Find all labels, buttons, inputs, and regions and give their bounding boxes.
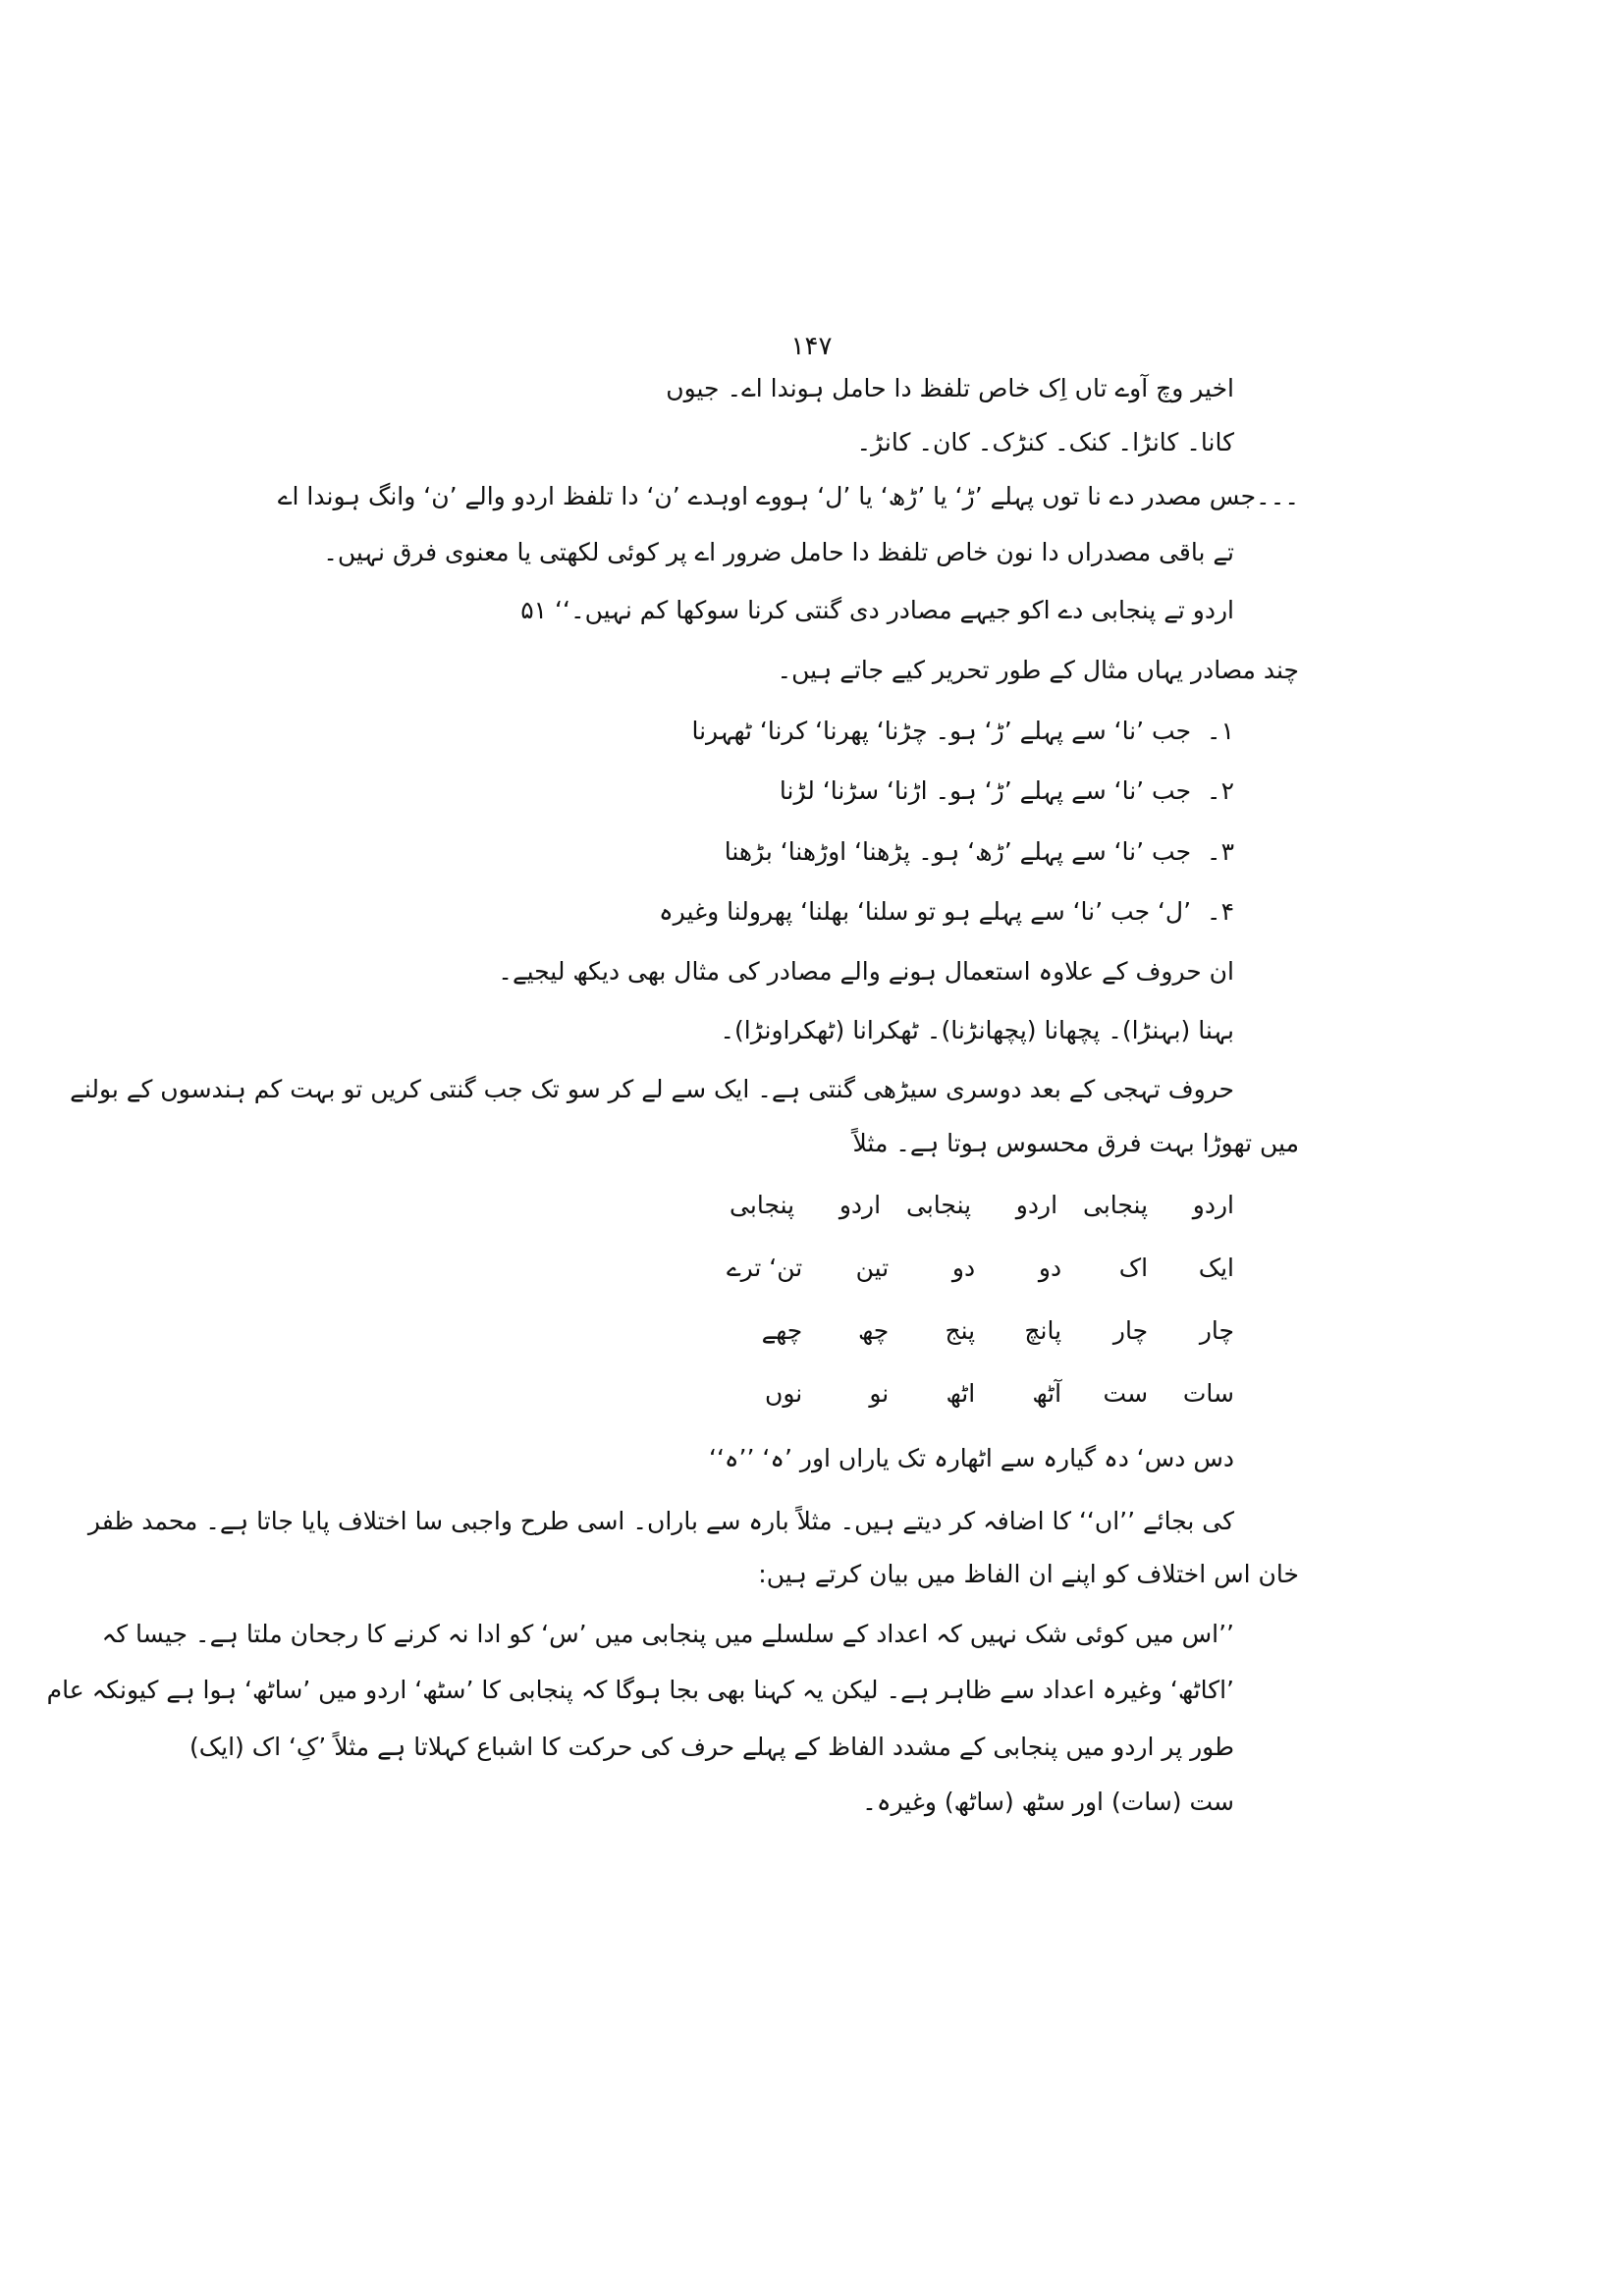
- table-cell: چار: [1112, 1316, 1149, 1345]
- table-cell: تین: [855, 1254, 890, 1282]
- quote-line: ست (سات) اور سٹھ (ساٹھ) وغیرہ۔: [862, 1788, 1234, 1816]
- table-cell: تن‘ ترے: [726, 1254, 803, 1282]
- text-line: ان حروف کے علاوہ استعمال ہونے والے مصادر کی مثال بھی دیکھ لیجیے۔: [498, 957, 1234, 986]
- text-line: خان اس اختلاف کو اپنے ان الفاظ میں بیان کرتے ہیں:: [758, 1560, 1299, 1588]
- numbers-table-row: [724, 1311, 1234, 1351]
- text-line: حروف تہجی کے بعد دوسری سیڑھی گنتی ہے۔ ایک سے لے کر سو تک جب گنتی کریں تو بہت کم ہندسوں کے بولنے: [70, 1075, 1234, 1103]
- page-number: ۱۴۷: [790, 332, 833, 361]
- list-number: ۱۔: [1206, 717, 1234, 745]
- table-header-cell: اردو: [1015, 1191, 1058, 1219]
- text-line: چند مصادر یہاں مثال کے طور تحریر کیے جاتے ہیں۔: [777, 656, 1299, 684]
- table-cell: دو: [1038, 1254, 1062, 1282]
- text-line: میں تھوڑا بہت فرق محسوس ہوتا ہے۔ مثلاً: [852, 1129, 1299, 1157]
- table-header-cell: اردو: [1192, 1191, 1234, 1219]
- text-line: کی بجائے ’’اں‘‘ کا اضافہ کر دیتے ہیں۔ مثلاً بارہ سے باراں۔ اسی طرح واجبی سا اختلاف پایا جاتا ہے۔ محمد ظفر: [87, 1507, 1234, 1535]
- table-cell: اٹھ: [946, 1379, 976, 1408]
- table-header-cell: پنجابی: [1082, 1191, 1149, 1219]
- list-text: جب ’نا‘ سے پہلے ’ڑھ‘ ہو۔ پڑھنا‘ اوڑھنا‘ بڑھنا: [724, 837, 1192, 866]
- table-cell: ایک: [1198, 1254, 1234, 1282]
- table-cell: پنج: [945, 1316, 976, 1345]
- list-text: جب ’نا‘ سے پہلے ’ڑ‘ ہو۔ چڑنا‘ پھرنا‘ کرنا‘ ٹھہرنا: [691, 717, 1192, 745]
- table-cell: پانچ: [1024, 1316, 1062, 1345]
- table-cell: نوں: [765, 1379, 803, 1408]
- text-line: بہنا (بہنڑا)۔ پچھانا (پچھانڑنا)۔ ٹھکرانا (ٹھکراونڑا)۔: [720, 1016, 1234, 1044]
- table-cell: چھے: [761, 1316, 803, 1345]
- table-header-cell: اردو: [839, 1191, 882, 1219]
- table-header-cell: پنجابی: [906, 1191, 972, 1219]
- numbers-table-header: [712, 1186, 1234, 1225]
- table-cell: آٹھ: [1032, 1379, 1062, 1408]
- list-text: جب ’نا‘ سے پہلے ’ڑ‘ ہو۔ اڑنا‘ سڑنا‘ لڑنا: [779, 776, 1192, 805]
- list-number: ۲۔: [1206, 776, 1234, 805]
- list-number: ۳۔: [1206, 837, 1234, 866]
- table-cell: نو: [869, 1379, 890, 1408]
- table-cell: چار: [1199, 1316, 1234, 1345]
- table-cell: چھ: [857, 1316, 890, 1345]
- quote-line: طور پر اردو میں پنجابی کے مشدد الفاظ کے پہلے حرف کی حرکت کا اشباع کہلاتا ہے مثلاً ’کِ‘ اک (ایک): [189, 1733, 1234, 1761]
- quote-line: ’’اس میں کوئی شک نہیں کہ اعداد کے سلسلے میں پنجابی میں ’س‘ کو ادا نہ کرنے کا رجحان ملتا ہے۔ جیسا کہ: [101, 1620, 1234, 1648]
- numbers-table-row: [709, 1249, 1234, 1288]
- list-item: [659, 892, 1234, 932]
- numbers-table-last-line: دس دس‘ دہ گیارہ سے اٹھارہ تک یاراں اور ’ہ‘ ’’ہ‘‘: [709, 1444, 1234, 1472]
- list-number: ۴۔: [1206, 897, 1234, 926]
- list-item: [691, 712, 1234, 751]
- table-header-cell: پنجابی: [730, 1191, 795, 1219]
- quote-line: ’اکاٹھ‘ وغیرہ اعداد سے ظاہر ہے۔ لیکن یہ کہنا بھی بجا ہوگا کہ پنجابی کا ’سٹھ‘ اردو میں ’ساٹھ‘ ہوا ہے کیونکہ عام: [46, 1676, 1234, 1704]
- table-cell: دو: [951, 1254, 976, 1282]
- table-cell: ست: [1103, 1379, 1149, 1408]
- text-line: ۔۔۔جس مصدر دے نا توں پہلے ’ڑ‘ یا ’ڑھ‘ یا ’ل‘ ہووے اوہدے ’ن‘ دا تلفظ اردو والے ’ن‘ وانگ ہوندا اے: [277, 482, 1299, 510]
- table-cell: سات: [1182, 1379, 1234, 1408]
- text-line: کانا۔ کانڑا۔ کنک۔ کنڑک۔ کان۔ کانڑ۔: [856, 428, 1234, 456]
- text-line: تے باقی مصدراں دا نون خاص تلفظ دا حامل ضرور اے پر کوئی لکھتی یا معنوی فرق نہیں۔: [323, 538, 1234, 566]
- text-line: اردو تے پنجابی دے اکو جیہے مصادر دی گنتی کرنا سوکھا کم نہیں۔‘‘ ۵۱: [520, 596, 1234, 624]
- list-item: [725, 832, 1234, 872]
- list-item: [780, 772, 1234, 811]
- table-cell: اک: [1118, 1254, 1149, 1282]
- list-text: ’ل‘ جب ’نا‘ سے پہلے ہو تو سلنا‘ بھلنا‘ پھرولنا وغیرہ: [659, 897, 1192, 926]
- text-line: اخیر وچ آوے تاں اِک خاص تلفظ دا حامل ہوندا اے۔ جیوں: [666, 374, 1234, 402]
- numbers-table-row: [724, 1374, 1234, 1414]
